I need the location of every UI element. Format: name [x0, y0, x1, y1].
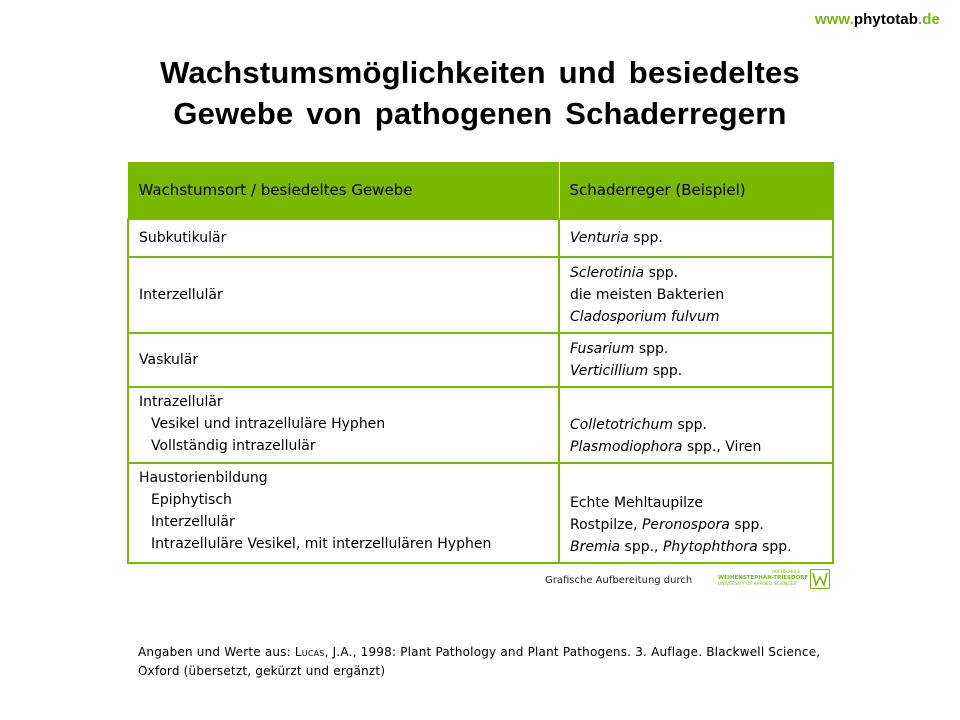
site-url-suffix: .de — [918, 11, 940, 28]
pathogen-line — [570, 436, 822, 458]
pathogen-name: Verticillium — [570, 363, 649, 379]
pathogen-name: Bremia — [570, 539, 621, 555]
table-row — [128, 257, 833, 333]
pathogen-name: Cladosporium fulvum — [570, 309, 720, 325]
pathogen-text: spp. — [644, 265, 679, 281]
table-row — [128, 219, 833, 257]
pathogen-cell — [559, 463, 833, 563]
pathogen-line — [570, 306, 822, 328]
page-title-line1: Wachstumsmöglichkeiten und besiedeltes — [160, 55, 800, 90]
pathogen-name: Peronospora — [641, 517, 730, 533]
pathogen-name: Phytophthora — [658, 539, 758, 555]
table-body — [128, 219, 833, 563]
source-rest: , J.A., 1998: Plant Pathology and Plant Pathogens. 3. Auflage. Blackwell Science, Oxford (übersetzt, gekürzt und ergänzt) — [138, 645, 821, 678]
pathogen-line — [570, 536, 822, 558]
logo-small-text: HOCHSCHULE — [772, 569, 800, 574]
pathogen-text: Echte Mehltaupilze — [570, 495, 703, 511]
pathogen-cell — [559, 219, 833, 257]
credit-text: Grafische Aufbereitung durch — [545, 575, 693, 586]
logo-mark-icon — [810, 569, 830, 589]
pathogen-line — [570, 227, 822, 249]
growth-site-subitem: Interzellulär — [151, 514, 235, 530]
table-header-row — [128, 162, 833, 219]
table-row — [128, 463, 833, 563]
pathogen-text: spp. — [757, 539, 792, 555]
pathogen-table — [127, 162, 834, 564]
growth-site-cell — [128, 219, 559, 257]
pathogen-name: Plasmodiophora — [570, 439, 683, 455]
pathogen-text: Rostpilze, — [570, 517, 642, 533]
source-author: Lucas — [294, 645, 325, 659]
pathogen-line — [570, 360, 822, 382]
source-prefix: Angaben und Werte aus: — [138, 645, 295, 659]
site-url[interactable] — [815, 11, 940, 28]
pathogen-text: spp. — [673, 417, 707, 433]
header-pathogen: Schaderreger (Beispiel) — [559, 162, 833, 219]
pathogen-cell — [559, 333, 833, 387]
pathogen-line — [570, 284, 822, 306]
logo-name-text: WEIHENSTEPHAN-TRIESDORF — [718, 575, 809, 581]
growth-site-cell — [128, 463, 559, 563]
growth-site-subitem: Intrazelluläre Vesikel, mit interzellulären Hyphen — [151, 536, 492, 552]
pathogen-cell — [559, 257, 833, 333]
pathogen-line — [570, 414, 822, 436]
pathogen-name: Venturia — [570, 230, 629, 246]
growth-site-label: Interzellulär — [139, 287, 223, 303]
university-logo — [718, 569, 830, 589]
pathogen-text: spp. — [648, 363, 683, 379]
pathogen-text: spp., Viren — [682, 439, 762, 455]
pathogen-text: spp. — [628, 230, 663, 246]
pathogen-line — [570, 262, 822, 284]
pathogen-text: spp., — [620, 539, 659, 555]
table-row — [128, 387, 833, 463]
site-url-name: phytotab — [853, 11, 919, 28]
header-growth-site: Wachstumsort / besiedeltes Gewebe — [128, 162, 559, 219]
pathogen-name: Fusarium — [570, 341, 635, 357]
site-url-prefix: www. — [814, 11, 854, 28]
pathogen-line — [570, 338, 822, 360]
pathogen-name: Sclerotinia — [570, 265, 645, 281]
pathogen-cell — [559, 387, 833, 463]
growth-site-subitem: Epiphytisch — [151, 492, 232, 508]
logo-sub-text: UNIVERSITY OF APPLIED SCIENCES — [718, 582, 797, 587]
pathogen-line — [570, 514, 822, 536]
growth-site-label: Intrazellulär — [139, 394, 223, 410]
pathogen-text: die meisten Bakterien — [570, 287, 725, 303]
growth-site-subitem: Vesikel und intrazelluläre Hyphen — [151, 416, 386, 432]
pathogen-text: spp. — [634, 341, 669, 357]
growth-site-cell — [128, 387, 559, 463]
pathogen-name: Colletotrichum — [570, 417, 674, 433]
growth-site-label: Vaskulär — [139, 352, 199, 368]
table-row — [128, 333, 833, 387]
growth-site-label: Haustorienbildung — [139, 470, 268, 486]
growth-site-cell — [128, 257, 559, 333]
growth-site-label: Subkutikulär — [139, 230, 227, 246]
growth-site-subitem: Vollständig intrazellulär — [151, 438, 316, 454]
page-title — [0, 52, 960, 134]
growth-site-cell — [128, 333, 559, 387]
pathogen-text: spp. — [729, 517, 764, 533]
pathogen-line — [570, 492, 822, 514]
source-note — [138, 643, 828, 681]
page-title-line2: Gewebe von pathogenen Schaderregern — [173, 96, 787, 131]
